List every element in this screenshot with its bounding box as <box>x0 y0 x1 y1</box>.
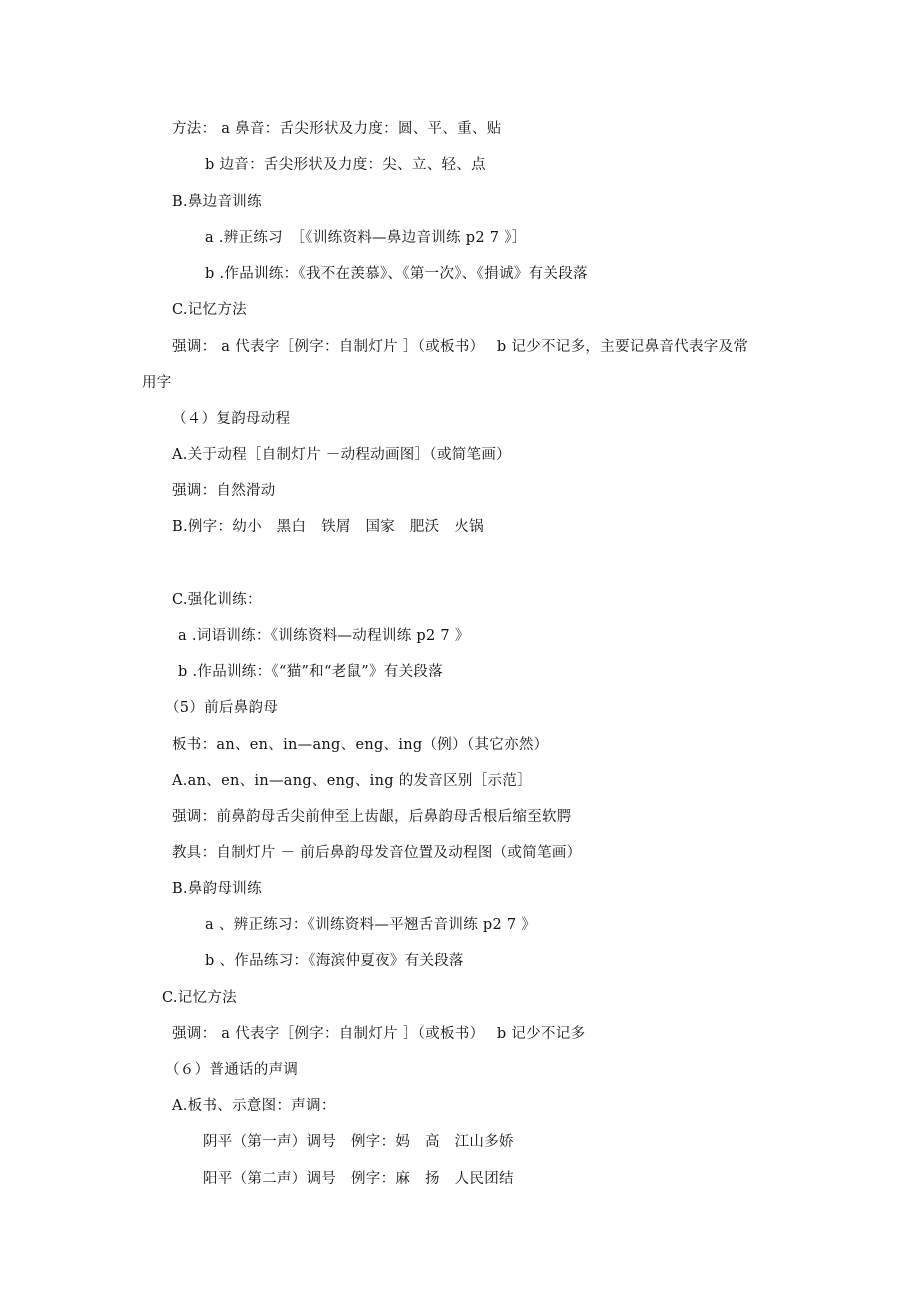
emphasis-natural-glide: 强调：自然滑动 <box>172 483 276 499</box>
section-heading-compound-finals: （４）复韵母动程 <box>172 411 291 427</box>
emphasis-line-2: 强调： a 代表字［例字：自制灯片 ］（或板书） b 记少不记多 <box>172 1026 586 1042</box>
section-heading-memory-2: C.记忆方法 <box>162 990 237 1006</box>
method-lateral-line: b 边音：舌尖形状及力度：尖、立、轻、点 <box>205 157 486 173</box>
section-heading-tones: （６）普通话的声调 <box>165 1062 299 1078</box>
section-heading-nasal-finals: （5）前后鼻韵母 <box>165 700 279 716</box>
teaching-aid-line: 教具：自制灯片 － 前后鼻韵母发音位置及动程图（或简笔画） <box>172 845 582 861</box>
work-training-cat-mouse: b .作品训练：《“猫”和“老鼠”》有关段落 <box>178 664 443 680</box>
board-writing-line: 板书：an、en、in—ang、eng、ing（例）（其它亦然） <box>172 737 549 753</box>
tones-board-line: A.板书、示意图：声调： <box>172 1098 336 1114</box>
emphasis-continuation: 用字 <box>142 375 172 391</box>
section-heading-nasal-training: B.鼻韵母训练 <box>172 881 262 897</box>
work-practice-line: b 、作品练习：《海滨仲夏夜》有关段落 <box>205 953 464 969</box>
section-heading-nasal-lateral: B.鼻边音训练 <box>172 194 262 210</box>
second-tone-line: 阳平（第二声）调号 例字：麻 扬 人民团结 <box>203 1171 514 1187</box>
about-movement-line: A.关于动程［自制灯片 －动程动画图］（或简笔画） <box>172 447 511 463</box>
correction-practice-line: a 、辨正练习：《训练资料—平翘舌音训练 p2 7 》 <box>205 917 537 933</box>
method-nasal-line: 方法： a 鼻音：舌尖形状及力度：圆、平、重、贴 <box>172 121 502 137</box>
pronunciation-difference-line: A.an、en、in—ang、eng、ing 的发音区别［示范］ <box>172 773 532 789</box>
correction-exercise-line: a .辨正练习 ［《训练资料—鼻边音训练 p2 7 》］ <box>205 230 527 246</box>
emphasis-line: 强调： a 代表字［例字：自制灯片 ］（或板书） b 记少不记多，主要记鼻音代表字及常 <box>172 339 749 355</box>
example-words-line: B.例字：幼小 黑白 铁屑 国家 肥沃 火锅 <box>172 519 484 535</box>
work-training-line: b .作品训练：《我不在羡慕》、《第一次》、《捐诚》有关段落 <box>205 266 588 282</box>
word-training-line: a .词语训练：《训练资料—动程训练 p2 7 》 <box>178 628 470 644</box>
section-heading-intensive: C.强化训练： <box>172 592 262 608</box>
first-tone-line: 阴平（第一声）调号 例字：妈 高 江山多娇 <box>203 1134 514 1150</box>
emphasis-front-back-nasal: 强调：前鼻韵母舌尖前伸至上齿龈，后鼻韵母舌根后缩至软腭 <box>172 809 572 825</box>
section-heading-memory: C.记忆方法 <box>172 302 247 318</box>
